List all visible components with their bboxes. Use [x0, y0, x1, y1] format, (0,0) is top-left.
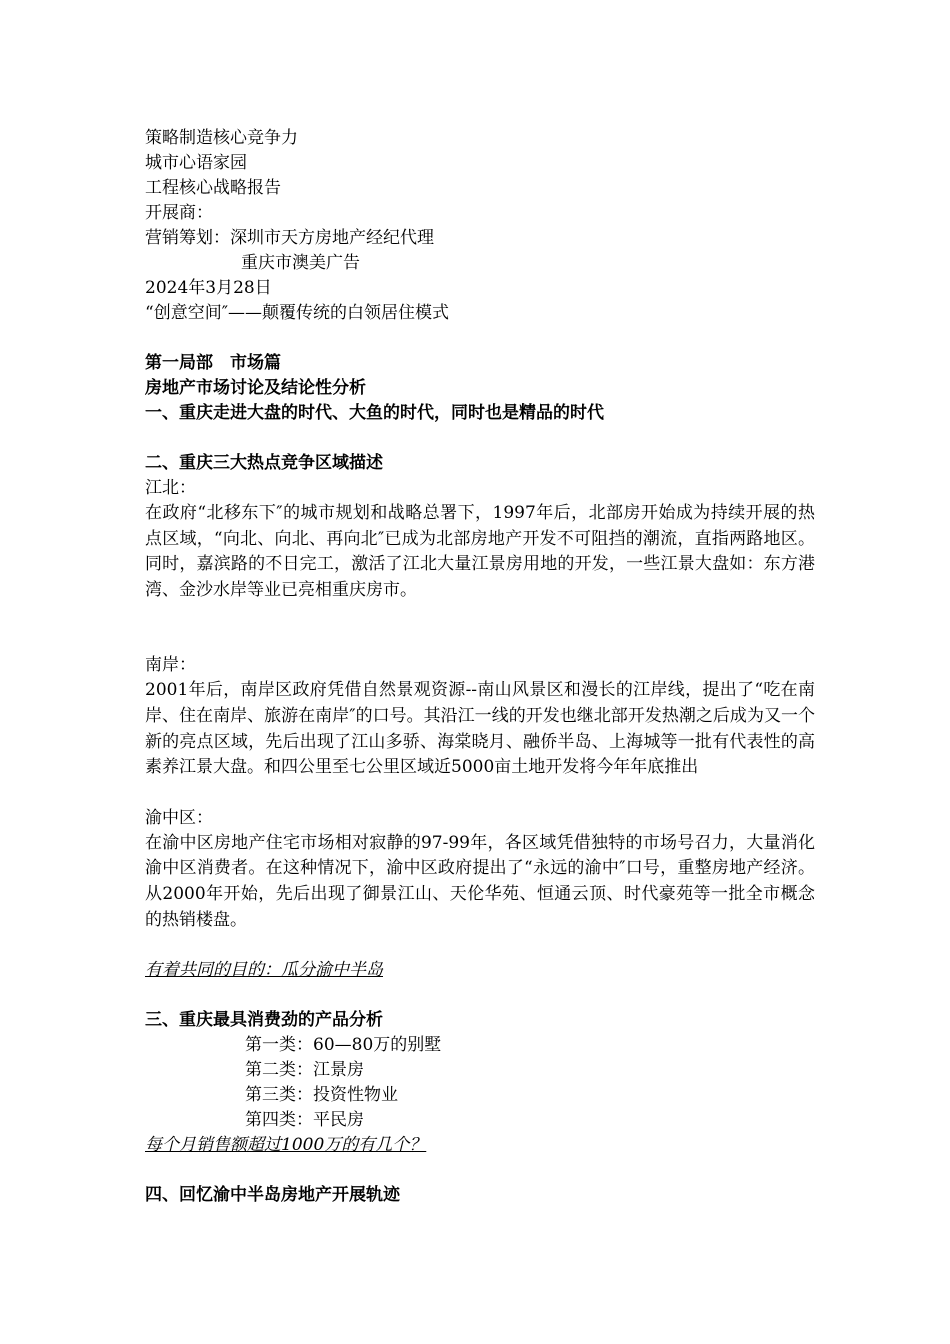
nanan-paragraph: 2001年后，南岸区政府凭借自然景观资源--南山风景区和漫长的江岸线，提出了“吃在南岸、住在南岸、旅游在南岸″的口号。其沿江一线的开发也继北部开发热潮之后成为又一个新的亮点区域，先后出现了江山多骄、海棠晓月、融侨半岛、上海城等一批有代表性的高素养江景大盘。和四公里至七公里区域近5000亩土地开发将今年年底推出 — [145, 680, 815, 778]
part1-subheading: 房地产市场讨论及结论性分析 — [145, 378, 366, 398]
category-item: 第四类：平民房 — [245, 1110, 364, 1131]
part1-heading: 第一局部 市场篇 — [145, 353, 281, 373]
section-2-heading: 二、重庆三大热点竞争区域描述 — [145, 453, 383, 473]
cover-slogan: “创意空间″——颠覆传统的白领居住模式 — [145, 303, 450, 323]
yuzhong-label: 渝中区： — [145, 807, 213, 828]
cover-planner-2: 重庆市澳美广告 — [241, 253, 360, 273]
yuzhong-paragraph: 在渝中区房地产住宅市场相对寂静的97-99年，各区域凭借独特的市场号召力，大量消化渝中区消费者。在这种情况下，渝中区政府提出了“永远的渝中″口号，重整房地产经济。从2000年开始，先后出现了御景江山、天伦华苑、恒通云顶、时代豪苑等一批全市概念的热销楼盘。 — [145, 832, 815, 930]
section-4-heading: 四、回忆渝中半岛房地产开展轨迹 — [145, 1185, 400, 1206]
jiangbei-label: 江北： — [145, 478, 196, 498]
cover-title-3: 工程核心战略报告 — [145, 178, 281, 198]
nanan-label: 南岸： — [145, 655, 196, 676]
cover-title-1: 策略制造核心竞争力 — [145, 128, 298, 148]
category-item: 第三类：投资性物业 — [245, 1085, 398, 1106]
cover-planner-1: 营销筹划：深圳市天方房地产经纪代理 — [145, 228, 434, 248]
category-item: 第一类：60—80万的别墅 — [245, 1035, 442, 1056]
document-body — [145, 126, 815, 1208]
section-1-heading: 一、重庆走进大盘的时代、大鱼的时代，同时也是精品的时代 — [145, 403, 604, 423]
category-item: 第二类：江景房 — [245, 1060, 364, 1081]
jiangbei-paragraph: 在政府“北移东下″的城市规划和战略总署下，1997年后，北部房开始成为持续开展的热点区域，“向北、向北、再向北″已成为北部房地产开发不可阻挡的潮流，直指两路地区。同时，嘉滨路的不日完工，激活了江北大量江景房用地的开发，一些江景大盘如：东方港湾、金沙水岸等业已亮相重庆房市。 — [145, 503, 815, 600]
common-goal-note: 有着共同的目的：瓜分渝中半岛 — [145, 960, 383, 981]
section-3-heading: 三、重庆最具消费劲的产品分析 — [145, 1010, 383, 1031]
sales-question-note: 每个月销售额超过1000万的有几个？ — [145, 1135, 427, 1156]
cover-date: 2024年3月28日 — [145, 278, 272, 298]
cover-developer: 开展商： — [145, 203, 213, 223]
cover-title-2: 城市心语家园 — [145, 153, 247, 173]
